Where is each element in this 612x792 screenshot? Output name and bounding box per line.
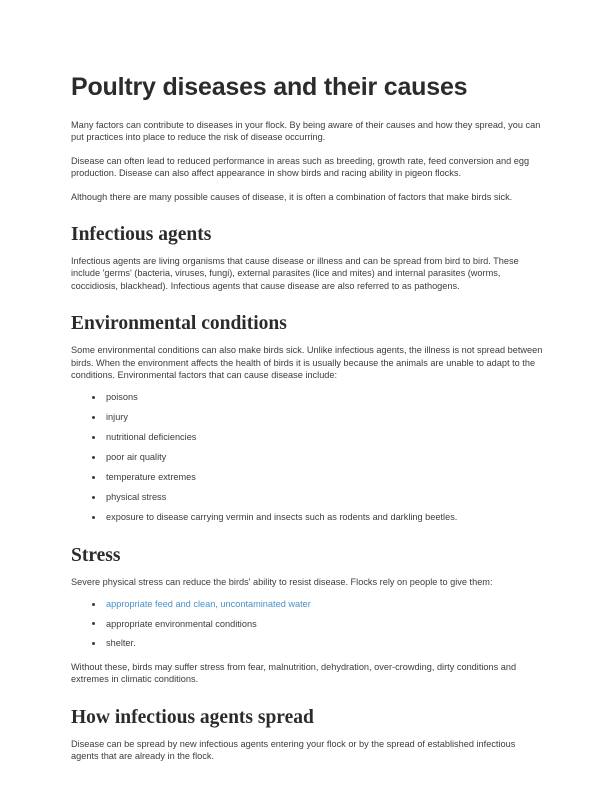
list-item-label: poisons [106,392,138,403]
list-item [71,637,543,649]
bullet-icon [92,476,95,479]
bullet-icon [92,436,95,439]
stress-closing-paragraph: Without these, birds may suffer stress from fear, malnutrition, dehydration, over-crowding, dirty conditions and extremes in climatic conditions. [71,661,517,685]
page-title: Poultry diseases and their causes [71,73,468,101]
bullet-icon [92,622,95,625]
bullet-icon [92,416,95,419]
intro-paragraph: Although there are many possible causes of disease, it is often a combination of factors that make birds sick. [71,191,513,202]
list-item-label: injury [106,412,128,423]
bullet-icon [92,456,95,459]
section-paragraph: Some environmental conditions can also make birds sick. Unlike infectious agents, the illness is not spread between birds. When the environment affects the health of birds it is usually because the animals are unable to adapt to the conditions. Environmental factors that can cause disease include: [71,345,543,381]
list-item-label: appropriate environmental conditions [106,618,257,629]
section-paragraph: Infectious agents are living organisms that cause disease or illness and can be spread from bird to bird. These include 'germs' (bacteria, viruses, fungi), external parasites (lice and mites) and internal parasites (worms, coccidiosis, blackhead). Infectious agents that cause disease are also referred to as pathogens. [71,256,519,291]
section-infectious-agents [71,223,543,246]
section-heading: Stress [71,544,121,566]
section-paragraph: Disease can be spread by new infectious agents entering your flock or by the spread of established infectious agents that are already in the flock. [71,738,516,762]
bullet-icon [92,496,95,499]
section-heading: Infectious agents [71,224,212,246]
list-item-label: shelter. [106,638,136,649]
list-item [71,471,543,483]
intro-paragraph: Disease can often lead to reduced performance in areas such as breeding, growth rate, feed conversion and egg production. Disease can also affect appearance in show birds and racing ability in pigeon flocks. [71,155,530,179]
bullet-icon [92,642,95,645]
list-item-label: physical stress [106,492,167,503]
list-item [71,451,543,463]
section-heading: Environmental conditions [71,313,287,335]
environmental-factors-list [71,391,543,523]
bullet-icon [92,516,95,519]
list-item-label: nutritional deficiencies [106,432,197,443]
section-how-infectious-agents-spread [71,706,543,729]
section-paragraph: Severe physical stress can reduce the birds' ability to resist disease. Flocks rely on people to give them: [71,576,493,587]
list-item [71,598,543,610]
bullet-icon [92,396,95,399]
intro-paragraph: Many factors can contribute to diseases in your flock. By being aware of their causes and how they spread, you can put practices into place to reduce the risk of disease occurring. [71,120,541,143]
document-content [71,72,543,763]
stress-needs-list [71,598,543,650]
list-item [71,391,543,403]
list-item [71,618,543,630]
list-item [71,411,543,423]
section-stress [71,544,543,567]
list-item [71,431,543,443]
list-item [71,511,543,523]
list-item-label: temperature extremes [106,472,196,483]
link-appropriate-feed-water[interactable]: appropriate feed and clean, uncontaminated water [106,599,311,610]
list-item [71,491,543,503]
bullet-icon [92,603,95,606]
list-item-label: poor air quality [106,452,167,463]
section-environmental-conditions [71,312,543,335]
list-item-label: exposure to disease carrying vermin and insects such as rodents and darkling beetles. [106,512,458,523]
section-heading: How infectious agents spread [71,706,314,728]
